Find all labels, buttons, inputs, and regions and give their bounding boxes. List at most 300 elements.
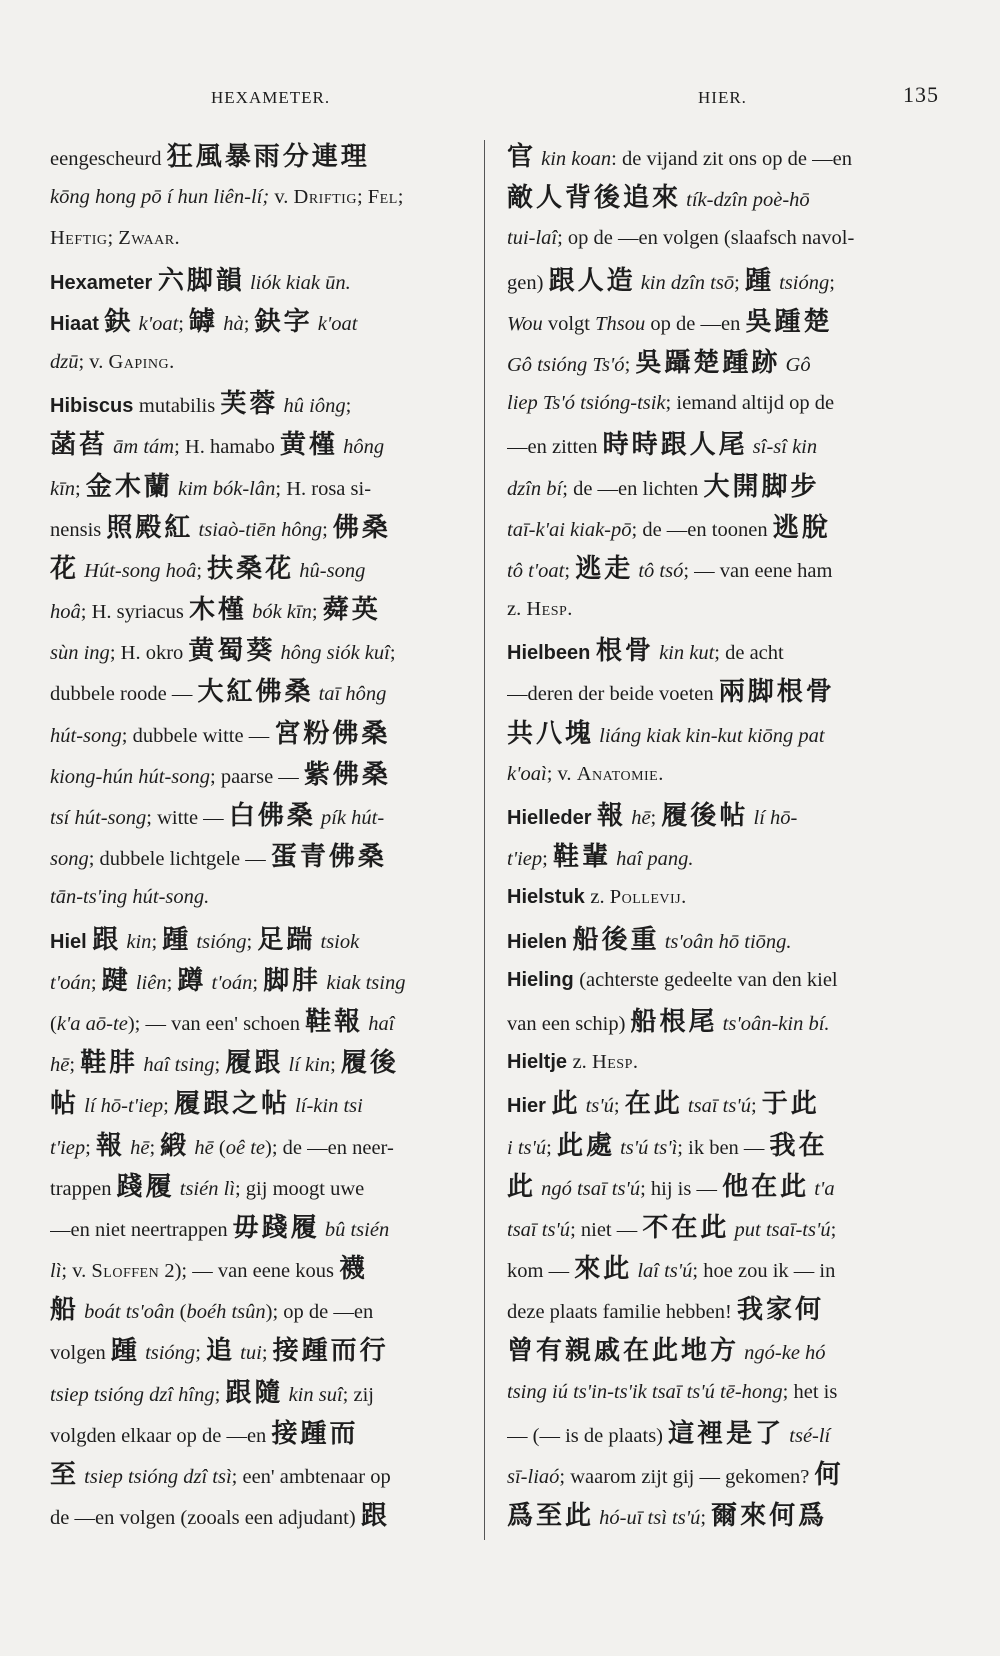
chinese-characters: 不在此 [642,1212,730,1242]
chinese-characters: 蹲 [177,965,207,995]
chinese-characters: 兩脚根骨 [718,677,835,707]
definition-text: ; [542,848,553,871]
definition-text: ); — van een' schoen [127,1012,306,1035]
text-line [50,836,478,877]
definition-text: dubbele roode — [50,683,198,706]
text-line [50,507,478,548]
text-line [50,795,478,836]
text-line [50,1372,478,1413]
definition-text: v. [269,186,294,209]
text-line [50,424,478,465]
chinese-characters: 跟隨 [225,1377,284,1407]
romanization: hà [218,312,244,335]
romanization: kim bók-lân [172,477,276,500]
romanization: kin [121,930,152,953]
chinese-characters: 踵 [162,924,192,954]
definition-text: ; witte — [146,807,229,829]
headword: Hibiscus [50,395,139,418]
romanization: tān-ts'ing hút-song. [50,886,210,909]
text-line [507,836,935,877]
definition-text: ; waarom zijt gij — gekomen? [559,1466,815,1488]
header-left-guide-word: HEXAMETER. [211,88,331,107]
chinese-characters: 黄槿 [279,430,338,460]
definition-text: ; niet — [570,1218,643,1241]
chinese-characters: 船根尾 [630,1006,718,1036]
text-line [507,424,935,465]
definition-text: —deren der beide voeten [507,683,719,706]
text-line [50,1083,478,1124]
definition-text: z. [572,1051,592,1074]
chinese-characters: 曾有親戚在此地方 [507,1336,740,1366]
chinese-characters: 照殿紅 [106,512,194,542]
text-line [50,919,478,960]
romanization: hó-uī tsì ts'ú [594,1507,701,1530]
romanization: tsí hút-song [50,807,147,829]
text-line [507,960,935,1001]
romanization: kiong-hún hút-song [50,765,210,788]
text-line [507,589,935,630]
romanization: k'oaì [507,762,547,785]
chinese-characters: 在此 [624,1089,683,1119]
text-line [507,1001,935,1042]
definition-text: ; dubbele lichtgele — [88,848,271,871]
chinese-characters: 罅 [189,306,219,336]
text-line [50,630,478,671]
chinese-characters: 毋踐履 [232,1212,320,1242]
cross-reference: Hesp [591,1051,633,1074]
romanization: ngó-ke hó [739,1342,826,1365]
definition-text: ; [214,1054,226,1077]
definition-text: ; H. okro [109,642,189,665]
left-column [50,136,478,1536]
chinese-characters: 緞 [160,1130,190,1160]
definition-text: ; een' ambtenaar op [231,1466,391,1488]
definition-text: mutabilis [138,395,221,418]
text-line [50,1289,478,1330]
chinese-characters: 襪 [339,1254,369,1284]
definition-text: ); de —en neer- [265,1136,394,1159]
text-line [507,630,935,671]
romanization: song [50,848,89,871]
romanization: put tsaī-ts'ú [729,1218,831,1241]
definition-text: ; [829,271,835,294]
text-line [50,218,478,259]
romanization: Gô [780,353,811,376]
romanization: Gô tsióng Ts'ó [507,353,625,376]
romanization: liáng kiak kin-kut kiōng pat [594,724,825,747]
romanization: taī-k'ai kiak-pō [507,518,632,541]
definition-text: ; [214,1383,226,1406]
chinese-characters: 狂風暴雨分連理 [166,142,370,171]
chinese-characters: 紫佛桑 [303,759,391,789]
text-line [50,1413,478,1454]
definition-text: ; hij is — [640,1177,723,1200]
text-line [507,1166,935,1207]
definition-text: ; H. rosa si- [275,477,372,500]
text-line [507,1372,935,1413]
text-line [507,877,935,918]
romanization: tui [235,1342,262,1365]
chinese-characters: 來此 [574,1254,633,1284]
romanization: ngó tsaī ts'ú [536,1177,641,1200]
chinese-characters: 白佛桑 [228,801,316,830]
text-line [50,671,478,712]
cross-reference: Heftig [50,227,108,250]
chinese-characters: 爲至此 [507,1501,595,1531]
definition-text: ; [734,271,745,294]
text-line [50,1001,478,1042]
romanization: tsing iú ts'in-ts'ik tsaī ts'ú tē-hong [507,1380,783,1403]
definition-text: —en niet neertrappen [50,1218,233,1241]
chinese-characters: 花 [50,553,80,583]
headword: Hielstuk [507,886,591,909]
chinese-characters: 追 [206,1336,236,1366]
romanization: tsióng [191,930,247,953]
text-line [507,1330,935,1371]
text-line [507,1207,935,1248]
chinese-characters: 踺 [101,965,131,995]
text-line [507,1289,935,1330]
chinese-characters: 足踹 [257,924,316,954]
romanization: hē [50,1054,70,1077]
definition-text: ; v. [78,350,109,373]
text-line [507,301,935,342]
chinese-characters: 他在此 [722,1171,810,1201]
chinese-characters: 踵 [744,265,774,295]
definition-text: ; dubbele witte — [121,724,275,747]
text-line [507,548,935,589]
chinese-characters: 根骨 [595,636,654,666]
definition-text: ; hoe zou ik — in [692,1260,836,1283]
definition-text: ; [246,930,258,953]
chinese-characters: 木槿 [188,595,247,625]
chinese-characters: 履後 [340,1048,399,1078]
romanization: kiak tsing [321,971,406,994]
definition-text: ; [178,312,190,335]
chinese-characters: 至 [50,1460,80,1489]
chinese-characters: 菡萏 [50,430,109,460]
text-line [507,1125,935,1166]
definition-text: kom — [507,1260,575,1283]
romanization: bók kīn [246,601,312,624]
definition-text: volgt [542,312,596,335]
chinese-characters: 黄蜀葵 [188,636,276,666]
romanization: hû iông [278,395,346,418]
romanization: pík hút- [315,807,385,829]
chinese-characters: 接踵而行 [272,1336,389,1366]
text-line [50,466,478,507]
romanization: kin dzîn tsō [635,271,735,294]
text-line [50,1042,478,1083]
text-line [507,1042,935,1083]
text-line [50,342,478,383]
headword: Hieltje [507,1051,573,1074]
text-line [507,136,935,177]
running-header [0,82,1000,118]
chinese-characters: 我家何 [736,1295,824,1325]
text-line [50,960,478,1001]
romanization: dzîn bí [507,477,563,500]
definition-text: gen) [507,271,549,294]
romanization: sùn ing [50,642,110,665]
definition-text: ; de —en toonen [631,518,773,541]
definition-text: ; op de —en volgen (slaafsch navol- [557,227,855,250]
chinese-characters: 何 [814,1460,844,1489]
romanization: tui-laî [507,227,558,250]
chinese-characters: 接踵而 [271,1418,359,1448]
text-line [507,671,935,712]
definition-text: ; [151,930,163,953]
definition-text: ; [90,971,102,994]
chinese-characters: 宮粉佛桑 [274,718,391,748]
romanization: kin suî [283,1383,343,1406]
text-line [50,383,478,424]
chinese-characters: 鈌字 [254,306,313,336]
text-line [507,260,935,301]
chinese-characters: 吳躡楚踵跡 [635,347,781,377]
romanization: Hút-song hoâ [79,559,197,582]
chinese-characters: 此 [507,1171,537,1201]
romanization: tsé-lí [784,1424,831,1447]
text-line [50,1248,478,1289]
definition-text: ; de —en lichten [562,477,704,500]
chinese-characters: 履後帖 [661,801,749,830]
chinese-characters: 扶桑花 [207,553,295,583]
chinese-characters: 于此 [761,1089,820,1119]
definition-text: ( [174,1301,187,1324]
definition-text: ; [163,1095,174,1118]
definition-text: ; [356,186,368,209]
cross-reference: Fel [367,186,398,209]
headword: Hieling [507,968,580,991]
romanization: oê te [225,1136,266,1159]
text-line [507,466,935,507]
romanization: hút-song [50,724,122,747]
chinese-characters: 六脚韻 [157,265,245,295]
definition-text: . [681,886,687,909]
text-line [507,218,935,259]
definition-text: ; [195,1342,207,1365]
definition-text: van een schip) [507,1012,631,1035]
headword: Hiel [50,930,93,953]
definition-text: eengescheurd [50,148,167,170]
romanization: kin kut [653,642,715,665]
text-line [50,877,478,918]
text-line [50,1454,478,1495]
romanization: ts'ú ts'ì [614,1136,678,1159]
definition-text: ; [85,1136,96,1159]
romanization: tsiep tsióng dzî hîng [50,1383,215,1406]
definition-text: ; — van eene ham [683,559,833,582]
chinese-characters: 船後重 [572,924,660,954]
romanization: ts'oân hō tiōng. [659,930,792,953]
definition-text: . [169,350,175,373]
romanization: t'iep [50,1136,86,1159]
romanization: liók kiak ūn. [244,271,351,294]
definition-text: ; [345,395,352,418]
romanization: tsiep tsióng dzî tsì [79,1466,232,1488]
definition-text: z. [507,598,527,621]
definition-text: ; [546,1136,557,1159]
romanization: tsióng [139,1342,196,1365]
chinese-characters: 蛋青佛桑 [270,842,387,872]
cross-reference: Anatomie [576,762,659,785]
romanization: tsaī ts'ú [507,1218,571,1241]
romanization: taī hông [313,683,387,706]
text-line [50,754,478,795]
romanization: lì [50,1260,62,1283]
definition-text: 2); — van eene kous [159,1260,340,1283]
romanization: hē [626,807,651,829]
chinese-characters: 時時跟人尾 [602,430,748,460]
romanization: k'oat [133,312,179,335]
romanization: haî [363,1012,395,1035]
romanization: t'iep [507,848,543,871]
definition-text: ; [389,642,396,665]
romanization: laî ts'ú [632,1260,693,1283]
headword: Hielleder [507,807,598,829]
romanization: i ts'ú [507,1136,547,1159]
text-line [507,754,935,795]
romanization: liên [130,971,167,994]
definition-text: de —en volgen (zooals een adjudant) [50,1507,361,1530]
text-line [50,713,478,754]
definition-text: ; [107,227,119,250]
definition-text: —en zitten [507,436,603,459]
definition-text: ; zij [342,1383,374,1406]
romanization: kīn [50,477,76,500]
chinese-characters: 蕣英 [322,595,381,625]
chinese-characters: 鞋肨 [80,1048,139,1078]
definition-text: ; H. syriacus [80,601,189,624]
chinese-characters: 踐履 [116,1171,175,1201]
romanization: tsaī ts'ú [682,1095,751,1118]
romanization: kin koan [536,148,612,170]
text-line [507,919,935,960]
definition-text: op de —en [645,312,746,335]
definition-text: trappen [50,1177,117,1200]
text-line [50,136,478,177]
definition-text: : de vijand zit ons op de —en [611,148,852,170]
romanization: haî pang. [610,848,694,871]
definition-text: ); op de —en [265,1301,374,1324]
definition-text: ; [700,1507,712,1530]
definition-text: . [567,598,573,621]
romanization: hông [338,436,385,459]
text-line [50,1330,478,1371]
romanization: tík-dzîn poè-hō [681,189,810,212]
definition-text: deze plaats familie hebben! [507,1301,737,1324]
definition-text: ; ik ben — [677,1136,770,1159]
romanization: hē [189,1136,214,1159]
text-line [507,507,935,548]
chinese-characters: 我在 [769,1130,828,1160]
chinese-characters: 脚肨 [263,965,322,995]
romanization: lí-kin tsi [289,1095,363,1118]
cross-reference: Gaping [108,350,170,373]
text-line [50,1495,478,1536]
text-line [507,795,935,836]
text-line [50,1166,478,1207]
definition-text: ( [213,1136,226,1159]
definition-text: ; [196,559,208,582]
headword: Hexameter [50,271,158,294]
romanization: tô t'oat [507,559,565,582]
romanization: t'oán [50,971,91,994]
romanization: t'a [809,1177,835,1200]
definition-text: ; gij moogt uwe [234,1177,365,1200]
chinese-characters: 佛桑 [332,512,391,542]
definition-text: volgen [50,1342,111,1365]
romanization: Thsou [595,312,646,335]
definition-text: ; [322,518,333,541]
cross-reference: Zwaar [118,227,175,250]
definition-text: . [632,1051,638,1074]
chinese-characters: 吳踵楚 [745,306,833,336]
romanization: k'a aō-te [56,1012,128,1035]
romanization: haî tsing [138,1054,215,1077]
definition-text: ; [166,971,178,994]
text-line [50,589,478,630]
chinese-characters: 鞋輩 [552,842,611,872]
romanization: boéh tsûn [186,1301,266,1324]
chinese-characters: 敵人背後追來 [507,183,682,213]
chinese-characters: 帖 [50,1089,80,1119]
chinese-characters: 金木蘭 [85,471,173,501]
romanization: tsiaò-tiēn hông [193,518,323,541]
chinese-characters: 此 [551,1089,581,1119]
romanization: lí hō- [748,807,798,829]
cross-reference: Sloffen [91,1260,160,1283]
definition-text: volgden elkaar op de —en [50,1424,272,1447]
chinese-characters: 芙蓉 [220,389,279,419]
headword: Hiaat [50,312,105,335]
romanization: k'oat [312,312,358,335]
column-divider [484,140,485,1540]
chinese-characters: 鈌 [104,306,134,336]
definition-text: ; de acht [714,642,784,665]
romanization: tsiok [315,930,360,953]
definition-text: ; [624,353,636,376]
chinese-characters: 履跟之帖 [173,1089,290,1119]
chinese-characters: 此處 [556,1130,615,1160]
definition-text: (achterste gedeelte van den kiel [579,968,838,991]
cross-reference: Driftig [293,186,357,209]
text-line [507,1413,935,1454]
romanization: t'oán [206,971,253,994]
definition-text: ; [564,559,576,582]
definition-text: ; iemand altijd op de [665,392,835,415]
definition-text: . [174,227,180,250]
chinese-characters: 大紅佛桑 [197,677,314,707]
text-line [507,1495,935,1536]
text-line [507,1248,935,1289]
definition-text: ; [261,1342,273,1365]
chinese-characters: 鞋報 [305,1006,364,1036]
text-line [507,1083,935,1124]
text-line [50,177,478,218]
romanization: kōng hong pō í hun liên-lí; [50,186,270,209]
text-line [50,548,478,589]
text-line [507,177,935,218]
romanization: boát ts'oân [79,1301,175,1324]
chinese-characters: 爾來何爲 [711,1501,828,1531]
definition-text: ; [149,1136,161,1159]
definition-text: ; v. [546,762,577,785]
text-line [50,301,478,342]
definition-text: . [658,762,664,785]
romanization: lí kin [283,1054,331,1077]
